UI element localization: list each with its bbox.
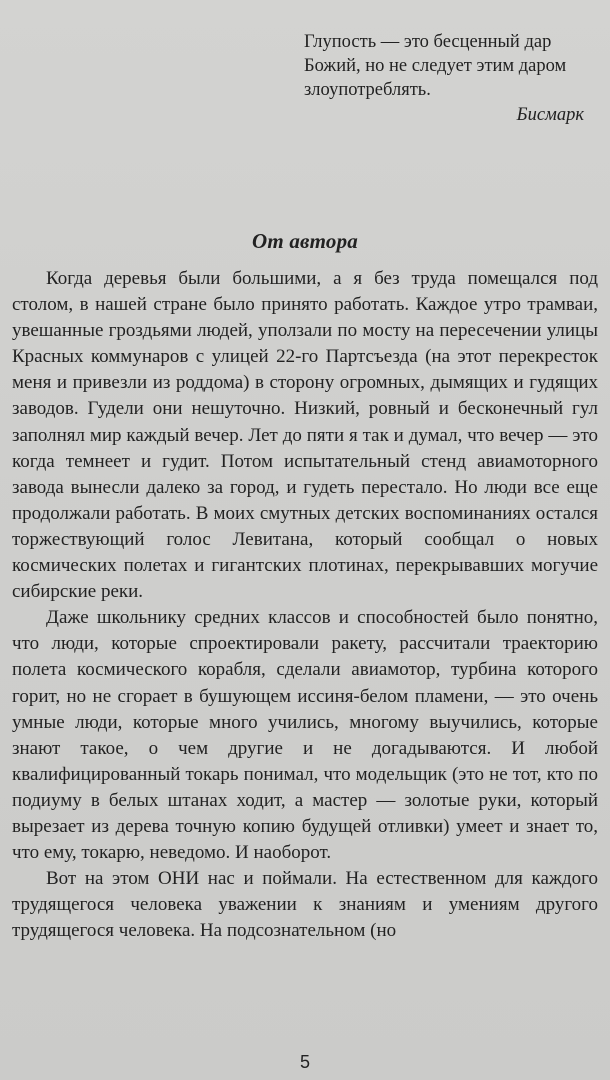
page-number: 5	[299, 1052, 310, 1072]
paragraph: Когда деревья были большими, а я без труда помещался под столом, в нашей стране было принято работать. Каждое утро трамваи, увешанные гроздьями людей, уползали по мосту на пересечении улицы Красных коммунаров с улицей 22-го Партсъезда (на этот перекресток меня и привезли из роддома) в сторону огромных, дымящих и гудящих заводов. Гудели они нешуточно. Низкий, ровный и бесконечный гул заполнял мир каждый вечер. Лет до пяти я так и думал, что вечер — это когда темнеет и гудит. Потом испытательный стенд авиамоторного завода вынесли далеко за город, и гудеть перестало. Но люди все еще продолжали работать. В моих смутных детских воспоминаниях остался торжествующий голос Левитана, который сообщал о новых космических полетах и гигантских плотинах, перекрывавших могучие сибирские реки.	[12, 268, 598, 603]
epigraph	[304, 30, 584, 127]
section-title: От автора	[252, 229, 358, 253]
epigraph-text: Глупость — это бесценный дар Божий, но не следует этим даром злоупотреблять.	[304, 32, 567, 100]
paragraph: Даже школьнику средних классов и способностей было понятно, что люди, которые спроектировали ракету, рассчитали траекторию полета космического корабля, сделали авиамотор, турбина которого горит, но не сгорает в бушующем иссиня-белом пламени, — это очень умные люди, которые много учились, многому выучились, которые знают такое, о чем другие и не догадываются. И любой квалифицированный токарь понимал, что модельщик (это не тот, кто по подиуму в белых штанах ходит, а мастер — золотые руки, который вырезает из дерева точную копию будущей отливки) умеет и знает то, что ему, токарю, неведомо. И наоборот.	[12, 607, 598, 864]
body-text	[12, 266, 598, 944]
paragraph: Вот на этом ОНИ нас и поймали. На естественном для каждого трудящегося человека уважении к знаниям и умениям другого трудящегося человека. На подсознательном (но	[12, 868, 598, 942]
epigraph-author: Бисмарк	[516, 105, 584, 125]
